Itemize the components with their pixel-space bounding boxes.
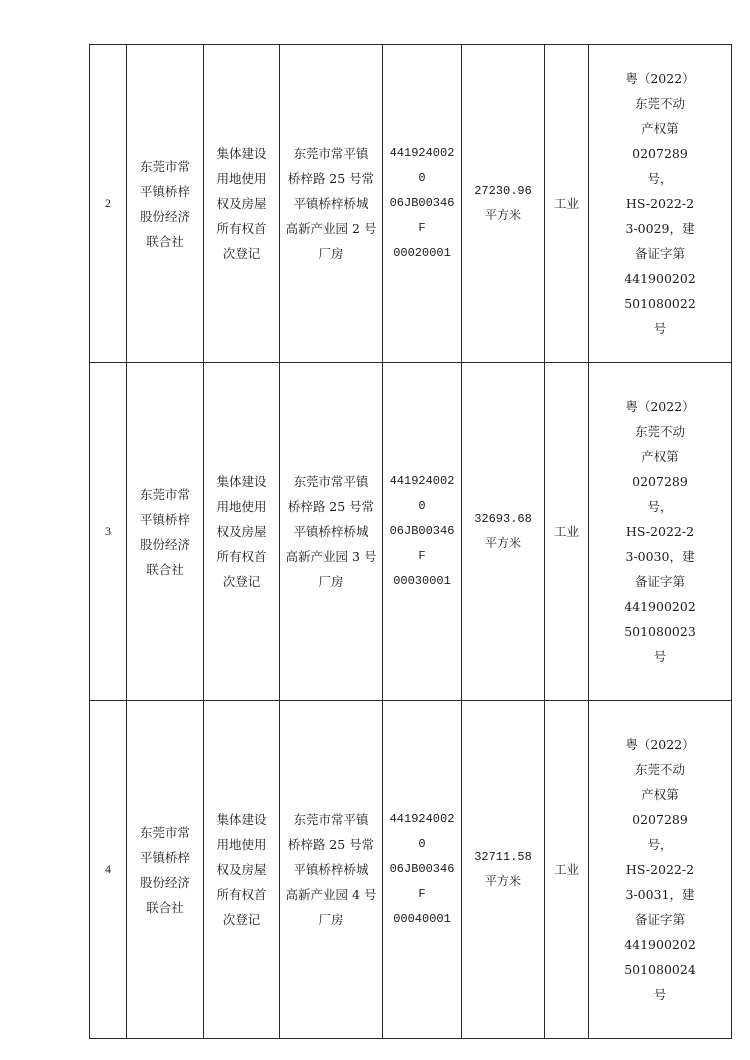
table-row [90,45,732,363]
cell-area: 27230.96 平方米 [462,45,545,363]
cell-usage: 工业 [545,701,589,1039]
cell-location: 东莞市常平镇 桥梓路 25 号常 平镇桥梓桥城 高新产业园 2 号 厂房 [280,45,383,363]
cell-area: 32693.68 平方米 [462,363,545,701]
cell-index: 3 [90,363,127,701]
cell-area: 32711.58 平方米 [462,701,545,1039]
cell-owner: 东莞市常 平镇桥梓 股份经济 联合社 [127,363,204,701]
cell-certificate: 粤（2022） 东莞不动 产权第 0207289 号， HS-2022-2 3-0031，建 备证字第 441900202 501080024 号 [589,701,732,1039]
table-row [90,701,732,1039]
cell-location: 东莞市常平镇 桥梓路 25 号常 平镇桥梓桥城 高新产业园 4 号 厂房 [280,701,383,1039]
cell-registration-type: 集体建设 用地使用 权及房屋 所有权首 次登记 [204,45,280,363]
cell-registration-type: 集体建设 用地使用 权及房屋 所有权首 次登记 [204,701,280,1039]
registration-table [89,44,732,1039]
cell-location: 东莞市常平镇 桥梓路 25 号常 平镇桥梓桥城 高新产业园 3 号 厂房 [280,363,383,701]
cell-certificate: 粤（2022） 东莞不动 产权第 0207289 号， HS-2022-2 3-0029，建 备证字第 441900202 501080022 号 [589,45,732,363]
cell-owner: 东莞市常 平镇桥梓 股份经济 联合社 [127,701,204,1039]
cell-usage: 工业 [545,363,589,701]
cell-unit-number: 4419240020 06JB00346F 00040001 [383,701,462,1039]
cell-index: 2 [90,45,127,363]
cell-owner: 东莞市常 平镇桥梓 股份经济 联合社 [127,45,204,363]
cell-usage: 工业 [545,45,589,363]
cell-index: 4 [90,701,127,1039]
cell-unit-number: 4419240020 06JB00346F 00030001 [383,363,462,701]
cell-registration-type: 集体建设 用地使用 权及房屋 所有权首 次登记 [204,363,280,701]
cell-certificate: 粤（2022） 东莞不动 产权第 0207289 号， HS-2022-2 3-0030，建 备证字第 441900202 501080023 号 [589,363,732,701]
table-row [90,363,732,701]
cell-unit-number: 4419240020 06JB00346F 00020001 [383,45,462,363]
